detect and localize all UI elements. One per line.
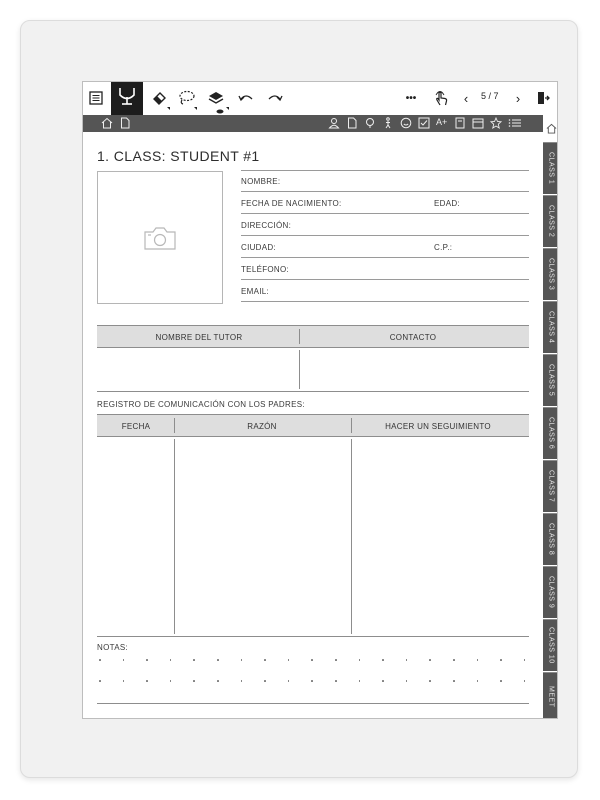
registro-column-divider-1 (174, 439, 175, 634)
tab-meet[interactable] (543, 672, 558, 719)
telefono-field[interactable] (241, 258, 529, 280)
tab-class-6[interactable] (543, 407, 558, 459)
guide-dot (406, 659, 408, 661)
guide-dot (453, 659, 455, 661)
pen-tool-button[interactable] (111, 82, 164, 115)
checkbox-icon[interactable] (418, 117, 430, 129)
guide-dot (335, 680, 337, 682)
guide-dot (193, 659, 195, 661)
calendar-icon[interactable] (472, 117, 484, 129)
tablet-screen (82, 81, 558, 719)
notas-label: NOTAS: (97, 643, 128, 652)
layers-submenu-icon (226, 107, 229, 110)
undo-icon[interactable] (236, 86, 256, 110)
more-options-button[interactable]: ••• (405, 92, 417, 104)
page-indicator: 5 / 7 (481, 91, 499, 101)
direccion-field[interactable] (241, 214, 529, 236)
eraser-icon[interactable] (149, 86, 169, 110)
tab-class-7[interactable] (543, 460, 558, 512)
guide-dot (288, 680, 290, 682)
guide-dot (193, 680, 195, 682)
tutor-table-header (97, 325, 529, 348)
fecha-header: FECHA (121, 422, 151, 431)
guide-dot (406, 680, 408, 682)
guide-dot (311, 680, 313, 682)
guide-dot (99, 680, 101, 682)
tutor-table-bottom-rule (97, 391, 529, 392)
eye-icon (216, 108, 224, 114)
tab-class-4[interactable] (543, 301, 558, 353)
guide-dot (524, 659, 526, 661)
tutor-column-divider (299, 350, 300, 389)
edad-label: EDAD: (434, 199, 460, 208)
nombre-field[interactable] (241, 170, 529, 192)
top-toolbar (83, 82, 558, 115)
guide-dot (477, 659, 479, 661)
tab-label: CLASS 9 (547, 576, 555, 609)
razon-header: RAZÓN (247, 422, 277, 431)
contact-header: CONTACTO (389, 333, 437, 342)
pen-icon (111, 82, 143, 108)
pen-size-label: 0.30 (154, 107, 164, 113)
tab-label: CLASS 4 (547, 311, 555, 344)
guide-dot (217, 680, 219, 682)
guide-dot (429, 680, 431, 682)
seguimiento-header: HACER UN SEGUIMIENTO (385, 422, 491, 431)
email-label: EMAIL: (241, 287, 270, 296)
tab-class-8[interactable] (543, 513, 558, 565)
bulb-icon[interactable] (364, 117, 376, 129)
redo-icon[interactable] (265, 86, 285, 110)
guide-dot (311, 659, 313, 661)
home-icon[interactable] (101, 117, 113, 129)
tab-home-icon[interactable] (543, 115, 558, 142)
exit-icon[interactable] (533, 86, 553, 110)
walk-icon[interactable] (382, 117, 394, 129)
guide-dot (241, 659, 243, 661)
guide-dot (335, 659, 337, 661)
lasso-submenu-icon (194, 107, 197, 110)
note-icon[interactable] (454, 117, 466, 129)
touch-gesture-icon[interactable] (430, 86, 452, 110)
guide-dot (217, 659, 219, 661)
fecha-nacimiento-label: FECHA DE NACIMIENTO: (241, 199, 342, 208)
list-icon[interactable] (508, 117, 520, 129)
registro-table-bottom-rule (97, 636, 529, 637)
notas-bottom-rule (97, 703, 529, 704)
guide-dot (288, 659, 290, 661)
ciudad-label: CIUDAD: (241, 243, 276, 252)
guide-dot (170, 680, 172, 682)
notas-dot-row-2[interactable] (97, 680, 529, 682)
prev-page-button[interactable]: ‹ (463, 90, 469, 106)
guide-dot (359, 680, 361, 682)
tab-label: CLASS 1 (547, 152, 555, 185)
guide-dot (99, 659, 101, 661)
guide-dot (453, 680, 455, 682)
layers-icon[interactable] (205, 86, 227, 110)
photo-placeholder[interactable] (97, 171, 223, 304)
guide-dot (123, 659, 125, 661)
registro-header-divider-2 (351, 418, 352, 433)
guide-dot (429, 659, 431, 661)
guide-dot (264, 680, 266, 682)
tab-label: CLASS 2 (547, 205, 555, 238)
guide-dot (382, 659, 384, 661)
tab-label: CLASS 6 (547, 417, 555, 450)
student-page (83, 132, 543, 719)
guide-dot (146, 659, 148, 661)
telefono-label: TELÉFONO: (241, 265, 290, 274)
registro-label: REGISTRO DE COMUNICACIÓN CON LOS PADRES: (97, 400, 305, 409)
registro-table-header (97, 414, 529, 437)
guide-dot (500, 659, 502, 661)
guide-dot (477, 680, 479, 682)
tutor-header-divider (299, 329, 300, 344)
guide-dot (264, 659, 266, 661)
star-icon[interactable] (490, 117, 502, 129)
tab-label: CLASS 5 (547, 364, 555, 397)
guide-dot (170, 659, 172, 661)
document-icon[interactable] (346, 117, 358, 129)
tab-class-2[interactable] (543, 195, 558, 247)
guide-dot (146, 680, 148, 682)
guide-dot (123, 680, 125, 682)
notas-dot-row-1[interactable] (97, 659, 529, 661)
guide-dot (500, 680, 502, 682)
person-icon[interactable] (328, 117, 340, 129)
cp-label: C.P.: (434, 243, 453, 252)
toc-list-icon[interactable] (87, 86, 105, 110)
fecha-nacimiento-field[interactable] (241, 192, 529, 214)
page-icon[interactable] (119, 117, 131, 129)
guide-dot (359, 659, 361, 661)
lasso-icon[interactable] (176, 86, 196, 110)
tab-class-5[interactable] (543, 354, 558, 406)
tab-label: CLASS 8 (547, 523, 555, 556)
email-field[interactable] (241, 280, 529, 302)
tab-class-9[interactable] (543, 566, 558, 618)
planner-nav-bar (83, 115, 543, 132)
guide-dot (241, 680, 243, 682)
ciudad-field[interactable] (241, 236, 529, 258)
tutor-name-header: NOMBRE DEL TUTOR (155, 333, 243, 342)
tab-label: MEET (547, 685, 555, 708)
direccion-label: DIRECCIÓN: (241, 221, 292, 230)
registro-column-divider-2 (351, 439, 352, 634)
tablet-device (20, 20, 578, 778)
text-size-icon[interactable]: A+ (436, 117, 448, 127)
tab-label: CLASS 3 (547, 258, 555, 291)
eraser-submenu-icon (167, 107, 170, 110)
nombre-label: NOMBRE: (241, 177, 281, 186)
tab-label: CLASS 10 (547, 627, 555, 664)
guide-dot (382, 680, 384, 682)
class-tabs (543, 115, 558, 719)
tab-label: CLASS 7 (547, 470, 555, 503)
registro-header-divider-1 (174, 418, 175, 433)
page-title: 1. CLASS: STUDENT #1 (97, 148, 260, 164)
smile-icon[interactable] (400, 117, 412, 129)
tab-class-1[interactable] (543, 142, 558, 194)
camera-icon (142, 225, 178, 251)
tab-class-3[interactable] (543, 248, 558, 300)
next-page-button[interactable]: › (515, 90, 521, 106)
tab-class-10[interactable] (543, 619, 558, 671)
guide-dot (524, 680, 526, 682)
